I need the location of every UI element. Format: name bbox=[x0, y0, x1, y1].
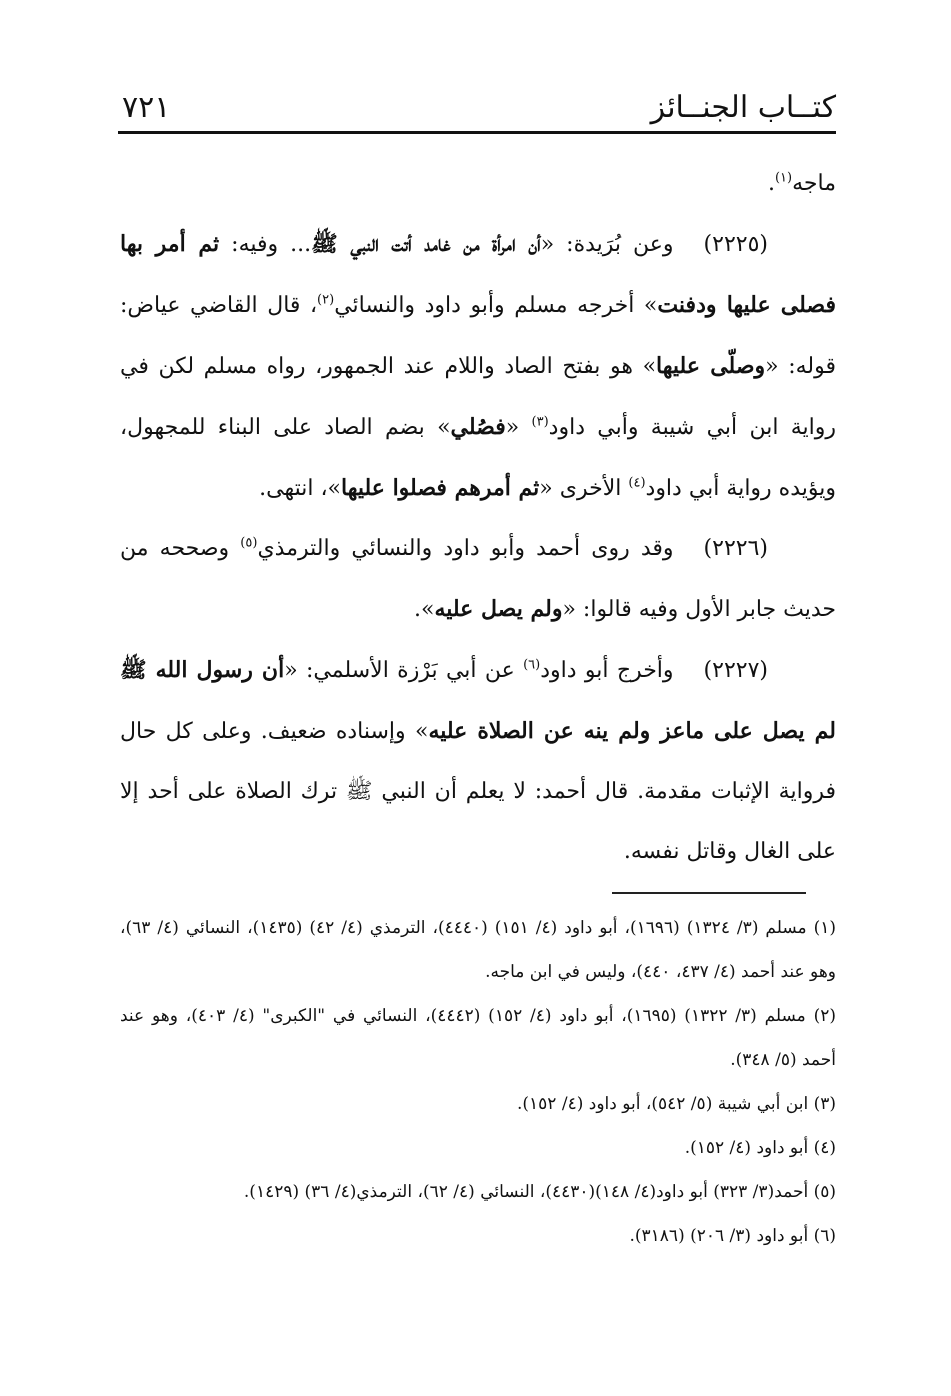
footnote-2: (٢) مسلم (٣/ ١٣٢٢) (١٦٩٥)، أبو داود (٤/ ١٥٢) (٤٤٤٢)، النسائي في "الكبرى" (٤/ ٤٠٣)، وهو عند أحمد (٥/ ٣٤٨). bbox=[120, 1006, 836, 1070]
footnote-6: (٦) أبو داود (٣/ ٢٠٦) (٣١٨٦). bbox=[629, 1226, 836, 1246]
footnote-3: (٣) ابن أبي شيبة (٥/ ٥٤٢)، أبو داود (٤/ ١٥٢). bbox=[516, 1094, 836, 1114]
hadith-number: (٢٢٢٦) bbox=[703, 536, 768, 561]
paragraph-2225: (٢٢٢٥)وعن بُرَيدة: «أن امرأة من غامد أتت النبي ﷺ... وفيه: ثم أمر بها فصلى عليها ودفنت» أخرجه مسلم وأبو داود والنسائي$^{(٢)}$، قال القاضي عياض: قوله: «وصلّى عليها» هو بفتح الصاد واللام عند الجمهور، رواه مسلم لكن في رواية ابن أبي شيبة وأبي داود$^{(٣)}$ «فصُلي» بضم الصاد على البناء للمجهول، ويؤيده رواية أبي داود$^{(٤)}$ الأخرى «ثم أمرهم فصلوا عليها»، انتهى. bbox=[120, 214, 836, 519]
footnote-5: (٥) أحمد(٣/ ٣٢٣) أبو داود(٤/ ١٤٨)(٤٤٣٠)، النسائي (٤/ ٦٢)، الترمذي(٤/ ٣٦) (١٤٢٩). bbox=[243, 1182, 836, 1202]
paragraph-continuation: ماجه$^{(١)}$. bbox=[767, 170, 836, 196]
hadith-number: (٢٢٢٧) bbox=[703, 658, 768, 683]
chapter-title: كتــاب الجنــائز bbox=[650, 90, 836, 125]
main-text bbox=[120, 154, 836, 882]
footnote-1: (١) مسلم (٣/ ١٣٢٤) (١٦٩٦)، أبو داود (٤/ ١٥١) (٤٤٤٠)، الترمذي (٤/ ٤٢) (١٤٣٥)، النسائي (٤/ ٦٣)، وهو عند أحمد (٤/ ٤٣٧، ٤٤٠)، وليس في ابن ماجه. bbox=[120, 918, 837, 982]
footnote-separator bbox=[612, 892, 806, 894]
footnote-ref: (٥) bbox=[240, 535, 258, 551]
footnote-ref: (١) bbox=[774, 170, 793, 186]
header-rule bbox=[118, 131, 836, 134]
running-header bbox=[118, 88, 836, 132]
paragraph-2226: (٢٢٢٦)وقد روى أحمد وأبو داود والنسائي والترمذي$^{(٥)}$ وصححه من حديث جابر الأول وفيه قالوا: «ولم يصل عليه». bbox=[120, 519, 836, 640]
footnote-ref: (٢) bbox=[317, 292, 335, 308]
footnotes bbox=[120, 906, 836, 1258]
footnote-4: (٤) أبو داود (٤/ ١٥٢). bbox=[684, 1138, 836, 1158]
paragraph-2227: (٢٢٢٧)وأخرج أبو داود$^{(٦)}$ عن أبي بَرْزة الأسلمي: «أن رسول الله ﷺ لم يصل على ماعز ولم ينه عن الصلاة عليه» وإسناده ضعيف. وعلى كل حال فرواية الإثبات مقدمة. قال أحمد: لا يعلم أن النبي ﷺ ترك الصلاة على أحد إلا على الغال وقاتل نفسه. bbox=[120, 640, 836, 882]
page-number: ٧٢١ bbox=[122, 90, 171, 125]
footnote-ref: (٤) bbox=[628, 475, 646, 491]
footnote-ref: (٣) bbox=[531, 414, 549, 430]
footnote-ref: (٦) bbox=[523, 657, 541, 673]
hadith-number: (٢٢٢٥) bbox=[703, 232, 768, 257]
